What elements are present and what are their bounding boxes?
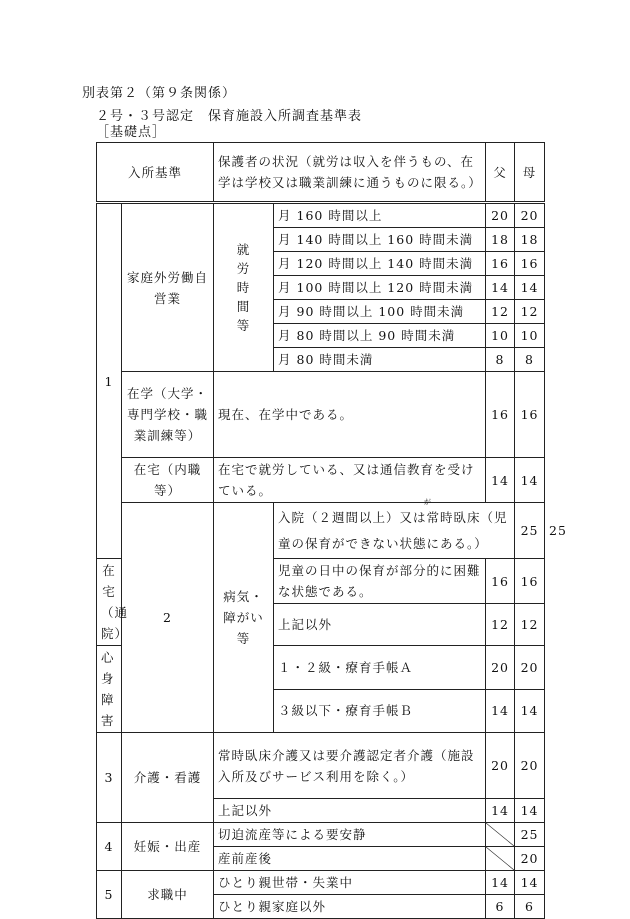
sub-category-work-hours: 就 労 時 間 等 [214,203,274,372]
mother-score: 10 [515,324,545,348]
father-score: 8 [486,348,515,372]
mother-score: 14 [515,799,545,823]
table-header-row [97,143,545,203]
nursing-care-other: 上記以外 [214,799,486,823]
ruby-annotation: が [424,498,431,506]
father-score: 20 [486,733,515,799]
disability-grade-3: ３級以下・療育手帳Ｂ [274,689,486,733]
father-score: 20 [486,203,515,228]
non-single-parent: ひとり親家庭以外 [214,895,486,919]
father-score: 6 [486,895,515,919]
work-hours-label: 月 80 時間以上 90 時間未満 [274,324,486,348]
father-score: 14 [486,276,515,300]
father-score: 10 [486,324,515,348]
single-parent-unemployed: ひとり親世帯・失業中 [214,871,486,895]
category-job-seeking: 求職中 [122,871,214,919]
work-hours-label: 月 160 時間以上 [274,203,486,228]
father-score: 14 [486,871,515,895]
header-criteria: 入所基準 [97,143,214,203]
mother-score: 12 [515,300,545,324]
mother-score: 20 [515,733,545,799]
category-illness: 病気・障がい等 [214,503,274,733]
category-home-work: 在宅（内職等） [122,458,214,503]
home-work-description: 在宅で就労している、又は通信教育を受けている。 [214,458,486,503]
group-number-2: 2 [122,503,214,733]
pregnancy-perinatal: 産前産後 [214,847,486,871]
father-score: 12 [486,604,515,646]
father-score: 16 [486,559,515,604]
header-mother: 母 [515,143,545,203]
table-row [97,203,545,228]
work-hours-label: 月 120 時間以上 140 時間未満 [274,252,486,276]
table-row [97,823,545,847]
nursing-care-description: 常時臥床介護又は要介護認定者介護（施設入所及びサービス利用を除く。） [214,733,486,799]
father-score: 18 [486,228,515,252]
work-hours-label: 月 90 時間以上 100 時間未満 [274,300,486,324]
father-score: 14 [486,458,515,503]
group-number-4: 4 [97,823,122,871]
father-not-applicable [486,847,515,871]
mother-score: 14 [515,276,545,300]
category-work: 家庭外労働自営業 [122,203,214,372]
group-number-1: 1 [97,203,122,559]
table-row [97,871,545,895]
mother-score: 6 [515,895,545,919]
mother-score: 16 [515,372,545,458]
table-row [97,733,545,799]
group-number-5: 5 [97,871,122,919]
father-not-applicable [486,823,515,847]
father-score: 25 [515,503,545,559]
group-number-3: 3 [97,733,122,823]
table-title: ２号・３号認定 保育施設入所調査基準表 [96,109,363,124]
mother-score: 14 [515,871,545,895]
sub-category-disability: 心身障害 [97,646,122,733]
father-score: 12 [486,300,515,324]
father-score: 14 [486,799,515,823]
mother-score: 20 [515,203,545,228]
work-hours-label: 月 140 時間以上 160 時間未満 [274,228,486,252]
table-row [97,458,545,503]
father-score: 20 [486,646,515,690]
pregnancy-bedrest: 切迫流産等による要安静 [214,823,486,847]
sub-category-home-outpatient: 在宅（通院） [97,559,122,646]
mother-score: 25 [515,823,545,847]
mother-score: 14 [515,458,545,503]
father-score: 16 [486,252,515,276]
outpatient-description: 児童の日中の保育が部分的に困難な状態である。 [274,559,486,604]
mother-score: 20 [515,646,545,690]
mother-score: 14 [515,689,545,733]
table-row [97,372,545,458]
father-score: 14 [486,689,515,733]
admission-criteria-table [96,142,567,919]
section-label: ［基礎点］ [96,125,167,140]
work-hours-label: 月 80 時間未満 [274,348,486,372]
mother-score: 8 [515,348,545,372]
header-situation: 保護者の状況（就労は収入を伴うもの、在学は学校又は職業訓練に通うものに限る。） [214,143,486,203]
category-nursing-care: 介護・看護 [122,733,214,823]
mother-score: 12 [515,604,545,646]
header-father: 父 [486,143,515,203]
annex-title: 別表第２（第９条関係） [82,86,237,101]
mother-score: 16 [515,252,545,276]
work-hours-label: 月 100 時間以上 120 時間未満 [274,276,486,300]
mother-score: 16 [515,559,545,604]
mother-score: 20 [515,847,545,871]
father-score: 16 [486,372,515,458]
mother-score: 18 [515,228,545,252]
category-study: 在学（大学・専門学校・職業訓練等） [122,372,214,458]
hospitalization-description: 入院（２週間以上）又は常時臥床（児童の保育ができない状態にある。） [274,503,515,559]
outpatient-other-description: 上記以外 [274,604,486,646]
disability-grade-1-2: １・２級・療育手帳Ａ [274,646,486,690]
table-row: 2 病気・障がい等 入院（２週間以上）又は常時臥床（児童の保育ができない状態にある。） 25 25 [97,503,545,559]
category-pregnancy: 妊娠・出産 [122,823,214,871]
study-description: 現在、在学中である。 [214,372,486,458]
